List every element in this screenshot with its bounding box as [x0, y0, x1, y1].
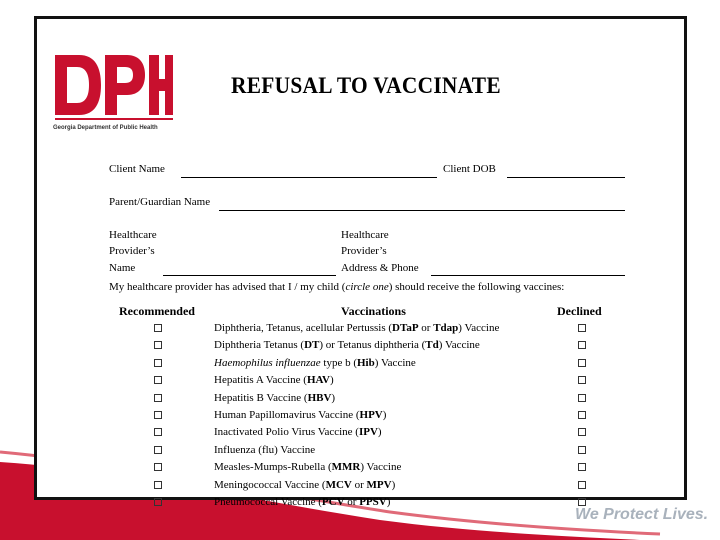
vaccine-row [37, 460, 684, 477]
page-title: REFUSAL TO VACCINATE [231, 73, 501, 98]
declined-checkbox[interactable] [578, 394, 586, 402]
header-recommended: Recommended [119, 304, 195, 318]
declined-checkbox[interactable] [578, 411, 586, 419]
vaccine-name-part: or [418, 322, 434, 334]
vaccine-name-part: Measles-Mumps-Rubella ( [214, 461, 332, 474]
provider-address-label-1: Healthcare [341, 229, 389, 241]
declined-checkbox[interactable] [578, 446, 586, 454]
vaccine-name-part: Diphtheria, Tetanus, acellular Pertussis ( [214, 322, 393, 334]
vaccine-row [37, 373, 684, 390]
vaccine-name-part: ) [382, 409, 387, 421]
provider-address-label-3: Address & Phone [341, 262, 419, 274]
vaccine-name [214, 391, 335, 405]
vaccine-name-part: DTaP [392, 322, 419, 334]
dph-logo [53, 47, 173, 131]
declined-checkbox[interactable] [578, 481, 586, 489]
vaccine-name-part: Diphtheria Tetanus ( [214, 339, 305, 352]
vaccine-name-part: Hib [357, 356, 375, 369]
vaccine-name-part: Human Papillomavirus Vaccine ( [214, 409, 360, 421]
recommended-checkbox[interactable] [154, 463, 162, 471]
vaccine-name-part: Hepatitis B Vaccine ( [214, 391, 308, 404]
recommended-checkbox[interactable] [154, 446, 162, 454]
recommended-checkbox[interactable] [154, 498, 162, 506]
vaccine-name-part: IPV [358, 426, 378, 439]
vaccine-name [214, 495, 390, 509]
client-dob-field[interactable] [507, 177, 625, 178]
provider-name-label-3: Name [109, 262, 136, 274]
recommended-checkbox[interactable] [154, 411, 162, 419]
vaccine-name-part: Inactivated Polio Virus Vaccine ( [214, 426, 359, 439]
client-dob-label: Client DOB [443, 163, 496, 175]
recommended-checkbox[interactable] [154, 341, 162, 349]
vaccine-name-part: ) or Tetanus diphtheria ( [319, 339, 426, 352]
vaccine-name [214, 373, 334, 387]
parent-guardian-field[interactable] [219, 210, 625, 211]
parent-guardian-label: Parent/Guardian Name [109, 196, 211, 208]
vaccine-name-part: MPV [366, 478, 392, 491]
client-name-field[interactable] [181, 177, 437, 178]
vaccine-name-part: Influenza (flu) Vaccine [214, 443, 316, 456]
recommended-checkbox[interactable] [154, 428, 162, 436]
recommended-checkbox[interactable] [154, 359, 162, 367]
advice-circle-one: circle one [345, 281, 389, 293]
vaccine-name-part: ) Vaccine [458, 322, 500, 334]
vaccine-name-part: Td [425, 339, 439, 352]
vaccine-name [214, 338, 480, 352]
vaccine-name-part: ) [330, 374, 334, 387]
document-frame [34, 16, 687, 508]
header-declined: Declined [557, 304, 602, 318]
vaccine-name-part: Pneumococcal Vaccine ( [214, 496, 322, 508]
vaccine-name [214, 425, 382, 439]
vaccine-name-part: Meningococcal Vaccine ( [214, 478, 326, 491]
vaccine-name-part: Tdap [433, 322, 459, 334]
advice-sentence [109, 281, 564, 293]
vaccine-name-part: ) Vaccine [360, 461, 402, 474]
recommended-checkbox[interactable] [154, 376, 162, 384]
vaccine-name [214, 460, 401, 474]
vaccine-name-part: MCV [325, 478, 352, 491]
vaccine-name-part: HAV [306, 374, 330, 387]
vaccine-name-part: HBV [307, 391, 332, 404]
vaccine-name-part: MMR [331, 461, 361, 474]
vaccine-name-part: ) [391, 478, 396, 491]
vaccine-row [37, 425, 684, 442]
client-name-label: Client Name [109, 163, 165, 175]
declined-checkbox[interactable] [578, 359, 586, 367]
vaccine-name-part: Hepatitis A Vaccine ( [214, 374, 307, 387]
provider-name-label-2: Provider’s [109, 245, 155, 257]
recommended-checkbox[interactable] [154, 324, 162, 332]
advice-text-before: My healthcare provider has advised that I / my child ( [109, 281, 346, 293]
vaccine-row [37, 338, 684, 355]
vaccine-name-part: ) [386, 496, 391, 508]
vaccine-row [37, 478, 684, 495]
vaccine-name [214, 321, 499, 335]
vaccine-name-part: PCV [321, 496, 345, 508]
declined-checkbox[interactable] [578, 463, 586, 471]
dph-logo-mark [53, 47, 173, 125]
vaccine-name-part: DT [304, 339, 320, 352]
vaccine-row [37, 408, 684, 425]
vaccine-name-part: ) Vaccine [374, 356, 416, 369]
vaccine-name-part: ) Vaccine [438, 339, 480, 352]
vaccine-name-part: ) [377, 426, 382, 439]
declined-checkbox[interactable] [578, 376, 586, 384]
vaccine-name [214, 356, 416, 370]
declined-checkbox[interactable] [578, 324, 586, 332]
vaccine-name [214, 478, 395, 492]
provider-address-field[interactable] [431, 275, 625, 276]
vaccine-row [37, 443, 684, 460]
vaccine-name-part: Haemophilus influenzae [214, 356, 321, 369]
footer-slogan: We Protect Lives. [575, 506, 709, 523]
vaccine-name-part: type b ( [320, 356, 357, 369]
vaccine-name-part: ) [331, 391, 336, 404]
vaccine-row [37, 391, 684, 408]
declined-checkbox[interactable] [578, 498, 586, 506]
recommended-checkbox[interactable] [154, 394, 162, 402]
vaccine-name-part: or [344, 496, 360, 508]
provider-address-label-2: Provider’s [341, 245, 387, 257]
logo-tagline: Georgia Department of Public Health [53, 125, 158, 131]
provider-name-label-1: Healthcare [109, 229, 157, 241]
declined-checkbox[interactable] [578, 428, 586, 436]
vaccine-name [214, 443, 315, 457]
vaccine-name-part: PPSV [359, 496, 387, 508]
vaccine-row [37, 356, 684, 373]
header-vaccinations: Vaccinations [341, 304, 406, 318]
advice-text-after: ) should receive the following vaccines: [388, 281, 565, 293]
vaccine-name-part: HPV [359, 409, 383, 421]
vaccine-row [37, 321, 684, 338]
vaccine-name [214, 408, 386, 422]
recommended-checkbox[interactable] [154, 481, 162, 489]
vaccine-name-part: or [351, 478, 367, 491]
declined-checkbox[interactable] [578, 341, 586, 349]
provider-name-field[interactable] [163, 275, 336, 276]
